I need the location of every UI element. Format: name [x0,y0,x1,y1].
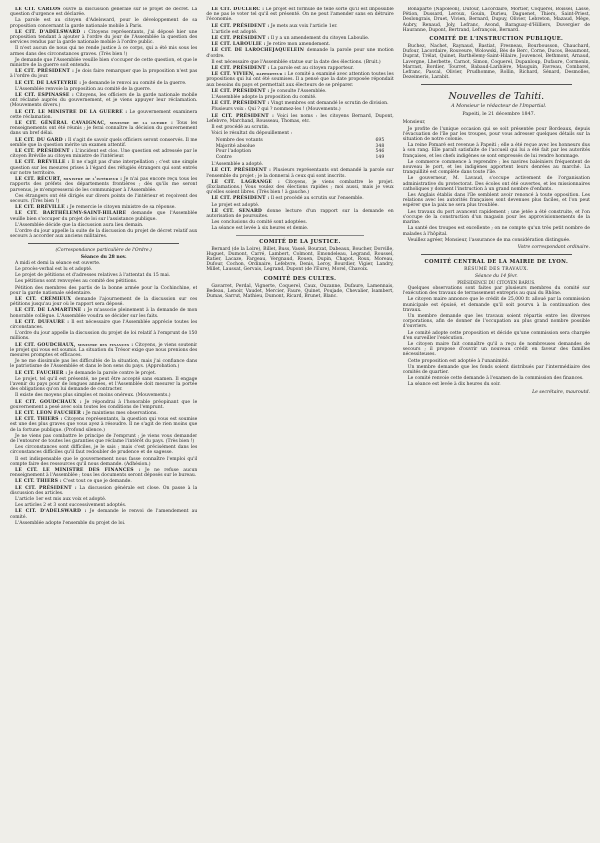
speaker-name: LE CIT. BRÉVILLE : [15,205,69,211]
paragraph: LE CIT. PRÉSIDENT : Vingt membres ont demandé le scrutin de division. [211,101,389,107]
paragraph: LE CIT. PRÉSIDENT : La parole est au citoyen rapporteur. [211,66,354,72]
session-report-end [206,162,393,231]
article-signature: Votre correspondant ordinaire. [517,244,590,250]
paragraph: LE CIT. D'ADELSWARD : Citoyens représentants, j'ai déposé hier une proposition tendant à ajouter à l'ordre du jour de l'Assemblée la question des services rendus par la garde nationale mobile à l'ordre public. [10,29,198,46]
vote-value: 695 [375,138,385,144]
paragraph: Le commerce commence à reprendre ; les navires baleiniers fréquentent de nouveau le port, et les indigènes apportent leurs denrées au marché. La tranquillité est complète dans toute l'île. [402,159,590,176]
lyon-committee-heading: COMITÉ CENTRAL DE LA MAIRIE DE LYON. [424,259,569,266]
speaker-name: LE CIT. LAGRANGE : [211,179,280,185]
vote-label: Pour l'adoption [215,149,252,155]
paragraph: Les conclusions du comité sont adoptées. [211,220,308,226]
speaker-name: LE CIT. GOUDCHAUX : [15,399,82,405]
session-report-part1 [10,7,197,239]
vote-value: 348 [375,143,385,149]
paragraph: LE CIT. LABOULIE : Je retire mon amendement. [211,42,331,48]
paragraph: LE CIT. CRÉMIEUX demande l'ajournement de la discussion sur ces pétitions jusqu'au jour où le rapport sera déposé. [10,296,198,308]
article-dateline: Papeiti, le 21 décembre 1847. [462,112,536,118]
paragraph: LE CIT. BRÉVILLE : Je remercie le citoyen ministre de sa réponse. [15,205,176,211]
paragraph: L'article est adopté. [211,29,258,35]
paragraph: LE CIT. DE LAMARTINE : Je m'associe pleinement à la demande de mon honorable collègue. L'Assemblée voudra se décider sur les faits. [10,308,198,319]
paragraph: Ces étrangers ont été dirigés sur divers points de l'intérieur et reçoivent des secours. (Très bien !) [10,193,198,204]
divider [421,254,572,255]
divider [421,84,572,85]
vote-results-table [216,138,385,160]
paragraph: LE CIT. RÉCURT, ministre de l'intérieur : Je n'ai pas encore reçu tous les rapports des préfets des départements frontières ; dès qu'ils me seront parvenus, je m'empresserai de les communiquer à l'Assemblée. [10,177,198,193]
speaker-name: LE CIT. ESPINASSE : [15,93,74,99]
paragraph: L'Assemblée décide que la discussion aura lieu demain. [15,222,144,228]
speaker-name: LE CIT. CARLOS [15,7,64,12]
paragraph: LE CIT. ESPINASSE : Citoyens, les officiers de la garde nationale mobile ont réclamé auprès du gouvernement, et je viens appuyer leur réclamation. (Mouvements divers.) [10,93,198,109]
speaker-name: LE CIT. D'ADELSWARD : [15,29,86,35]
paragraph: Il est indispensable que le gouvernement nous fasse connaître l'emploi qu'il compte faire des ressources qu'il nous demande. (Adhésion.) [10,456,198,467]
committee-justice-heading: COMITÉ DE LA JUSTICE. [259,238,341,245]
paragraph: La reine Pomaré est revenue à Papeiti ; elle a été reçue avec les honneurs dus à son rang. Elle paraît satisfaite de l'accueil qui lui a été fait par les autorités françaises, et les chefs indigènes se sont empressés de lui rendre hommage. [402,143,590,159]
divider [236,235,363,236]
paragraph: LE CIT. SENARD donne lecture d'un rapport sur la demande en autorisation de poursuites. [206,208,394,219]
paragraph: LE CIT. PRÉSIDENT : Je dois faire remarquer que la proposition n'est pas à l'ordre du jour. [10,69,198,80]
paragraph: La séance est levée à dix heures du soir. [407,382,501,388]
speaker-name: LE CIT. SENARD [211,208,267,214]
paragraph: LE CIT. PRÉSIDENT : Il y a un amendement du citoyen Laboulie. [211,36,370,42]
speaker-name: LE CIT. DE LAROCHEJAQUELEIN [211,48,307,54]
paragraph: Je profite de l'unique occasion qui se soit présentée pour Bordeaux, depuis l'évacuation de l'île par les troupes, pour vous adresser quelques détails sur la situation de notre colonie. [402,126,590,143]
divider [28,243,179,244]
speaker-name: LE CIT. THIERS : [15,417,63,423]
article-body [403,127,590,243]
vote-value: 546 [375,149,385,155]
speaker-name: LE CIT. DE LASTEYRIE : [15,80,82,86]
speaker-name: LE CIT. PRÉSIDENT : [211,101,270,107]
paragraph: LE CIT. GOUDCHAUX : Je répondrai à l'honorable préopinant que le gouvernement a pesé avec soin toutes les conditions de l'emprunt. [10,399,198,410]
paragraph: Le comité renvoie cette demande à l'examen de la commission des finances. [407,376,584,382]
speaker-name: LE CIT. LABOULIE : [211,42,266,48]
paragraph: La parole est au citoyen d'Adelsward, pour le développement de sa proposition concernant la garde nationale mobile à Paris. [10,18,198,29]
paragraph: Veuillez agréer, Monsieur, l'assurance de ma considération distinguée. [407,237,571,243]
speaker-name: LE CIT. VIVIEN, rapporteur : [211,72,287,78]
speaker-name: LE CIT. CRÉMIEUX [15,296,75,302]
session-report-continued [206,7,393,136]
paragraph: LE CIT. BRÉVILLE : Il ne s'agit pas d'une interpellation ; c'est une simple question sur les mesures prises à l'égard des réfugiés étrangers qui sont entrés sur notre territoire. [10,160,198,176]
article-subtitle: A Monsieur le rédacteur de l'Impartial. [451,104,547,110]
paragraph: Pétition des membres des partis de la bonne armée pour la Cochinchine, et pour la garde nationale sédentaire. [10,285,198,296]
paragraph: LE CIT. THIERS : Citoyens représentants, la question qui vous est soumise est une des plus graves que vous ayez à résoudre. Il ne s'agit de rien moins que de la fortune publique. (Profond silence.) [10,417,198,433]
paragraph: LE CIT. CARLOS ouvre la discussion générale sur le projet de décret. La question d'urgence est déclarée. [10,7,198,18]
column-left [10,7,197,835]
lyon-secretary-signature: Le secrétaire, mauroutd. [532,389,590,395]
speaker-name: LE CIT. DUCLERC : [211,7,265,12]
committee-cultes-heading: COMITÉ DES CULTES. [263,275,337,282]
paragraph: Les pétitions sont renvoyées au comité des pétitions. [15,279,138,285]
paragraph: Bonaparte (Napoléon), Dufour, Lacordaire, Mortier, Coquerel, Boissel, Lassé, Pétion, Dussard, Leroux, Gouin, Durieu, Daguenet, Thiers, Saint-Priest, Deslongrais, Druet, Vivien, Bernard, Dupuy, Olivier, Lebreton, Mazaud, Mège, Aubry, Renaud, Joly, Lefranc, Avond, Baraguay-d'Hilliers, Duvergier de Hauranne, Dupont, Bertrand, Lefrançois, Bernard. [402,7,590,33]
committee-foreign-members [403,7,590,33]
paragraph: L'Assemblée renvoie la proposition au comité de la guerre. [15,86,152,92]
session-report-part2 [10,261,197,526]
paragraph: Je ne viens pas combattre le principe de l'emprunt ; je viens vous demander de l'entourer de toutes les garanties que réclame l'intérêt du pays. (Très bien !) [10,433,198,445]
paragraph: LE CIT. PRÉSIDENT : Je consulte l'Assemblée. [211,88,327,94]
paragraph: Les circonstances sont difficiles, je le sais ; mais c'est précisément dans les circonstances difficiles qu'il faut redoubler de prudence et de sagesse. [10,445,198,456]
paragraph: Il est nécessaire que l'Assemblée statue sur la date des élections. (Bruit.) [211,59,381,65]
paragraph: A midi et demi la séance est ouverte. [15,260,101,266]
paragraph: LE CIT. PRÉSIDENT : Il est procédé au scrutin sur l'ensemble. [211,196,364,202]
paragraph: Le citoyen maire fait connaître qu'il a reçu de nombreuses demandes de secours ; il propose d'ouvrir un nouveau crédit en faveur des familles nécessiteuses. [402,341,590,358]
paragraph: LE CIT. PRÉSIDENT : Voici les noms : les citoyens Bernard, Dupont, Lefebvre, Marchand, Rousseau, Thomas, etc. [206,113,394,124]
speaker-name: LE CIT. PRÉSIDENT : [211,36,270,42]
paragraph: Il n'est aucun de nous qui ne rende justice à ce corps, qui a été mis sous les armes dans des circonstances graves. (Très bien !) [10,46,198,57]
paragraph: LE CIT. PRÉSIDENT : Je mets aux voix l'article 1er. [211,23,338,29]
lyon-presidence: PRÉSIDENCE DU CITOYEN BARUS. [457,279,536,285]
paragraph: LE CIT. DUCLERC : Le projet est formulé de telle sorte qu'il est impossible de ne pas le voter tel qu'il est présenté. On ne peut l'amender sans en détruire l'économie. [206,7,394,23]
speaker-name: LE CIT. PRÉSIDENT : [211,66,270,72]
paragraph: Je ne me dissimule pas les difficultés de la situation, mais j'ai confiance dans le patriotisme de l'Assemblée et dans le bon sens du pays. (Approbation.) [10,359,198,370]
paragraph: Un membre demande que les travaux soient répartis entre les diverses corporations, afin de donner de l'occupation au plus grand nombre possible d'ouvriers. [402,313,590,330]
paragraph: LE CIT. LE MINISTRE DE LA GUERRE : Le gouvernement examinera cette réclamation. [10,109,198,120]
paragraph: LE CIT. DE LASTEYRIE : Je demande le renvoi au comité de la guerre. [15,80,187,86]
paragraph: Je demande que l'Assemblée veuille bien s'occuper de cette question, et que le ministre de la guerre soit entendu. [10,57,198,69]
paragraph: Le projet, tel qu'il est présenté, ne peut être accepté sans examen. Il engage l'avenir du pays pour de longues années, et l'Assemblée doit mesurer la portée des obligations qu'on lui demande de contracter. [10,376,198,393]
article-salutation: Monsieur, [402,120,426,126]
paragraph: Gavarret, Perdal, Vignerte, Coquerel, Caux, Ouzanne, Dufaure, Lamennais, Bedeau, Lenoir, Vaudet, Mercier, Faure, Quinet, Poujade, Chevalier, Isambert, Dumas, Sarrut, Mathieu, Dumont, Ricard, Brunet, Blanc. [206,283,394,299]
speaker-name: LE CIT. PRÉSIDENT : [211,196,270,202]
paragraph: Les travaux du port avancent rapidement ; une jetée a été construite, et l'on s'occupe de la construction d'un magasin pour les approvisionnements de la marine. [402,209,590,226]
speaker-name: LE CIT. BARTHÉLEMY-SAINT-HILAIRE [15,211,132,217]
paragraph: LE CIT. BARTHÉLEMY-SAINT-HILAIRE demande que l'Assemblée veuille bien s'occuper du projet de loi sur l'assistance publique. [10,211,198,222]
paragraph: Un membre demande que les fonds soient distribués par l'intermédiaire des comités de quartier. [402,364,590,375]
vote-value: 149 [375,154,385,160]
paragraph: LE CIT. VIVIEN, rapporteur : Le comité a examiné avec attention toutes les propositions qui lui ont été soumises. Il a pensé que la date proposée répondait aux besoins du pays et permettait aux électeurs de se préparer. [206,72,394,88]
lyon-session-date: Séance du 14 févr. [474,273,518,279]
article-title: Nouvelles de Tahiti. [448,91,545,103]
paragraph: LE CIT. LE MINISTRE DES FINANCES : Je ne refuse aucun renseignement à l'Assemblée ; tous les documents seront déposés sur le bureau. [10,468,198,479]
paragraph: Plusieurs voix : Qui ? qui ? nommez-les ! (Mouvements.) [211,107,341,113]
committee-instruction-heading: COMITÉ DE L'INSTRUCTION PUBLIQUE. [429,36,564,43]
paragraph: LE CIT. LEON FAUCHER : Je maintiens mes observations. [15,411,158,417]
paragraph: LE CIT. PRÉSIDENT : La discussion générale est close. On passe à la discussion des articles. [10,485,198,496]
paragraph: LE CIT. PRÉSIDENT : Plusieurs représentants ont demandé la parole sur l'ensemble du projet ; je la donnerai à ceux qui sont inscrits. [206,168,394,179]
speaker-name: LE CIT. GOUDCHAUX, ministre des finances : [15,342,134,348]
vote-label: Majorité absolue [215,143,255,149]
paragraph: Il existe des moyens plus simples et moins onéreux. (Mouvements.) [15,393,171,399]
correspondence-heading: (Correspondance particulière de l'Ordre.) [55,248,152,254]
speaker-name: LE CIT. D'ADELSWARD : [15,509,87,515]
paragraph: Cette proposition est adoptée à l'unanimité. [407,358,510,364]
paragraph: La santé des troupes est excellente ; on ne compte qu'un très petit nombre de malades à l'hôpital. [402,226,590,237]
speaker-name: LE CIT. PRÉSIDENT : [211,168,272,174]
column-right [403,7,590,835]
paragraph: Les articles 2 et 3 sont successivement adoptés. [15,503,127,509]
paragraph: Il est procédé au scrutin. [211,125,270,131]
paragraph: L'article 1er est mis aux voix et adopté. [15,497,107,503]
speaker-name: LE CIT. PRÉSIDENT : [15,69,75,75]
paragraph: Voici le résultat du dépouillement : [211,131,293,137]
paragraph: Bernard (de la Loire), Billet, Buss, Vassé, Bourzat, Dabeaux, Boucher, Dorville, Huguet, Dumont, Carré, Lambert, Colmont, Emondeleau, Legrand, Roussel, Ratier, Lacaze, Fargeau, Vergnaud, Rouen, Dupin, Chapot, Roux, Moreau, Dufour, Cochon, Ordinaire, Lefebvre, Denis, Leroy, Bourdier, Vigier, Landry, Millet, Laussat, Gervais, Legrand, Dupont (de l'Eure), Morel, Chavoix. [206,246,394,273]
session-date: Séance du 28 nov. [80,254,127,260]
paragraph: Le comité adopte cette proposition et décide qu'une commission sera chargée d'en surveiller l'exécution. [402,330,590,341]
paragraph: LE CIT. THIERS : C'est tout ce que je demande. [15,479,132,485]
paragraph: L'ordre du jour appelle la suite de la discussion du projet de décret relatif aux secours à accorder aux anciens militaires. [10,228,198,240]
speaker-name: LE CIT. THIERS : [15,479,62,485]
committee-cultes-members [206,284,393,300]
paragraph: LE CIT. FAUCHER : Je demande la parole contre le projet. [15,370,157,376]
paragraph: Les Anglais établis dans l'île semblent avoir renoncé à toute opposition. Les relations avec les autorités françaises sont devenues plus faciles, et l'on peut espérer que la paix ne sera plus troublée. [402,193,590,209]
speaker-name: LE CIT. LE MINISTRE DE LA GUERRE : [15,109,128,115]
committee-instruction-members [403,44,590,80]
vote-label: Nombre des votants [215,138,263,144]
speaker-name: LE CIT. DE LAMARTINE : [15,308,86,314]
paragraph: Le projet est adopté. [211,202,260,208]
speaker-name: LE CIT. DUFAURE : [15,319,70,325]
paragraph: Quelques observations sont faites par plusieurs membres du comité sur l'exécution des travaux de terrassement entrepris au quai du Rhône. [402,285,590,297]
speaker-name: LE CIT. PRÉSIDENT : [15,485,77,491]
paragraph: L'Assemblée a adopté. [211,162,264,168]
paragraph: Le gouverneur, M. Lavaud, s'occupe activement de l'organisation administrative du protectorat. Des écoles ont été ouvertes, et les missionnaires catholiques y donnent l'instruction à un grand nombre d'enfants. [402,176,590,192]
lyon-committee-subheading: RÉSUMÉ DES TRAVAUX. [464,267,529,273]
speaker-name: LE CIT. RÉCURT, ministre de l'intérieur : [15,177,123,183]
lyon-committee-report [403,286,590,388]
column-middle [206,7,393,835]
paragraph: La séance est levée à six heures et demie. [211,226,309,232]
speaker-name: LE CIT. PRÉSIDENT : [211,113,274,119]
paragraph: LE CIT. PRÉSIDENT : L'incident est clos. Une question est adressée par le citoyen Bréville au citoyen ministre de l'intérieur. [10,149,198,160]
paragraph: L'Assemblée adopte l'ensemble du projet de loi. [15,520,126,526]
paragraph: LE CIT. D'ADELSWARD : Je demande le renvoi de l'amendement au comité. [10,509,198,520]
paragraph: Buchez, Nachet, Raynaud, Bastiat, Fresneau, Bourbousson, Chauchard, Dufour, Lacordaire, Rouveure, Wolowski, Bès de Berc, Corne, Ducos, Beaumont, Duprat, Trélat, Quinet, Barthélemy-Saint-Hilaire, Jouvencel, Bethmont, Arnaud, Lavergne, Lherbette, Carnot, Simon, Coquerel, Dupanloup, Dufaure, Cormenin, Marrast, Bordier, Tourret, Babaud-Laribière, Mauguin, Favreau, Combarel, Lefranc, Pascal, Olivier, Prudhomme, Rollin, Richard, Sénard, Desmolles, Dezeimeris, Larabit. [402,44,590,81]
paragraph: LE CIT. DU GARD : Il s'agit de savoir quels officiers seront conservés. Il me semble que la question mérite un examen attentif. [10,137,198,148]
vote-label: Contre [215,154,232,160]
speaker-name: LE CIT. LE MINISTRE DES FINANCES : [15,468,141,474]
speaker-name: LE CIT. PRÉSIDENT : [211,88,270,94]
speaker-name: LE CIT. DU GARD : [15,137,67,143]
paragraph: Le procès-verbal est lu et adopté. [15,266,93,272]
paragraph: Le projet de pétitions et d'adresses relatives à l'attentat du 15 mai. [15,273,171,279]
paragraph: L'ordre du jour appelle la discussion du projet de loi relatif à l'emprunt de 150 millions. [10,331,198,342]
vote-row [216,155,385,160]
paragraph: LE CIT. LAGRANGE : Citoyens, je viens combattre le projet. (Exclamations.) Vous voulez des élections rapides ; moi aussi, mais je veux qu'elles soient libres. (Très bien ! à gauche.) [206,179,394,196]
speaker-name: LE CIT. PRÉSIDENT : [211,23,270,29]
paragraph: LE CIT. DUFAURE : Il est nécessaire que l'Assemblée apprécie toutes les circonstances. [10,319,198,330]
speaker-name: LE CIT. PRÉSIDENT : [15,149,74,155]
paragraph: LE CIT. GOUDCHAUX, ministre des finances : Citoyens, je viens soutenir le projet qui vous est soumis. La situation du Trésor exige que nous prenions des mesures promptes et efficaces. [10,342,198,358]
speaker-name: LE CIT. BRÉVILLE : [15,160,70,166]
speaker-name: LE CIT. FAUCHER : [15,370,68,376]
paragraph: L'Assemblée adopte la proposition du comité. [211,95,317,101]
committee-justice-members [206,247,393,273]
speaker-name: LE CIT. GÉNÉRAL CAVAIGNAC, ministre de la guerre : [15,121,174,127]
paragraph: LE CIT. DE LAROCHEJAQUELEIN demande la parole pour une motion d'ordre. [206,48,394,59]
paragraph: LE CIT. GÉNÉRAL CAVAIGNAC, ministre de la guerre : Tous les renseignements ont été réunis ; je ferai connaître la décision du gouvernement dans un bref délai. [10,121,198,137]
paragraph: Le citoyen maire annonce que le crédit de 25,000 fr. alloué par la commission municipale est épuisé, et demande qu'il soit pourvu à la continuation des travaux. [402,297,590,313]
speaker-name: LE CIT. LEON FAUCHER : [15,411,85,417]
